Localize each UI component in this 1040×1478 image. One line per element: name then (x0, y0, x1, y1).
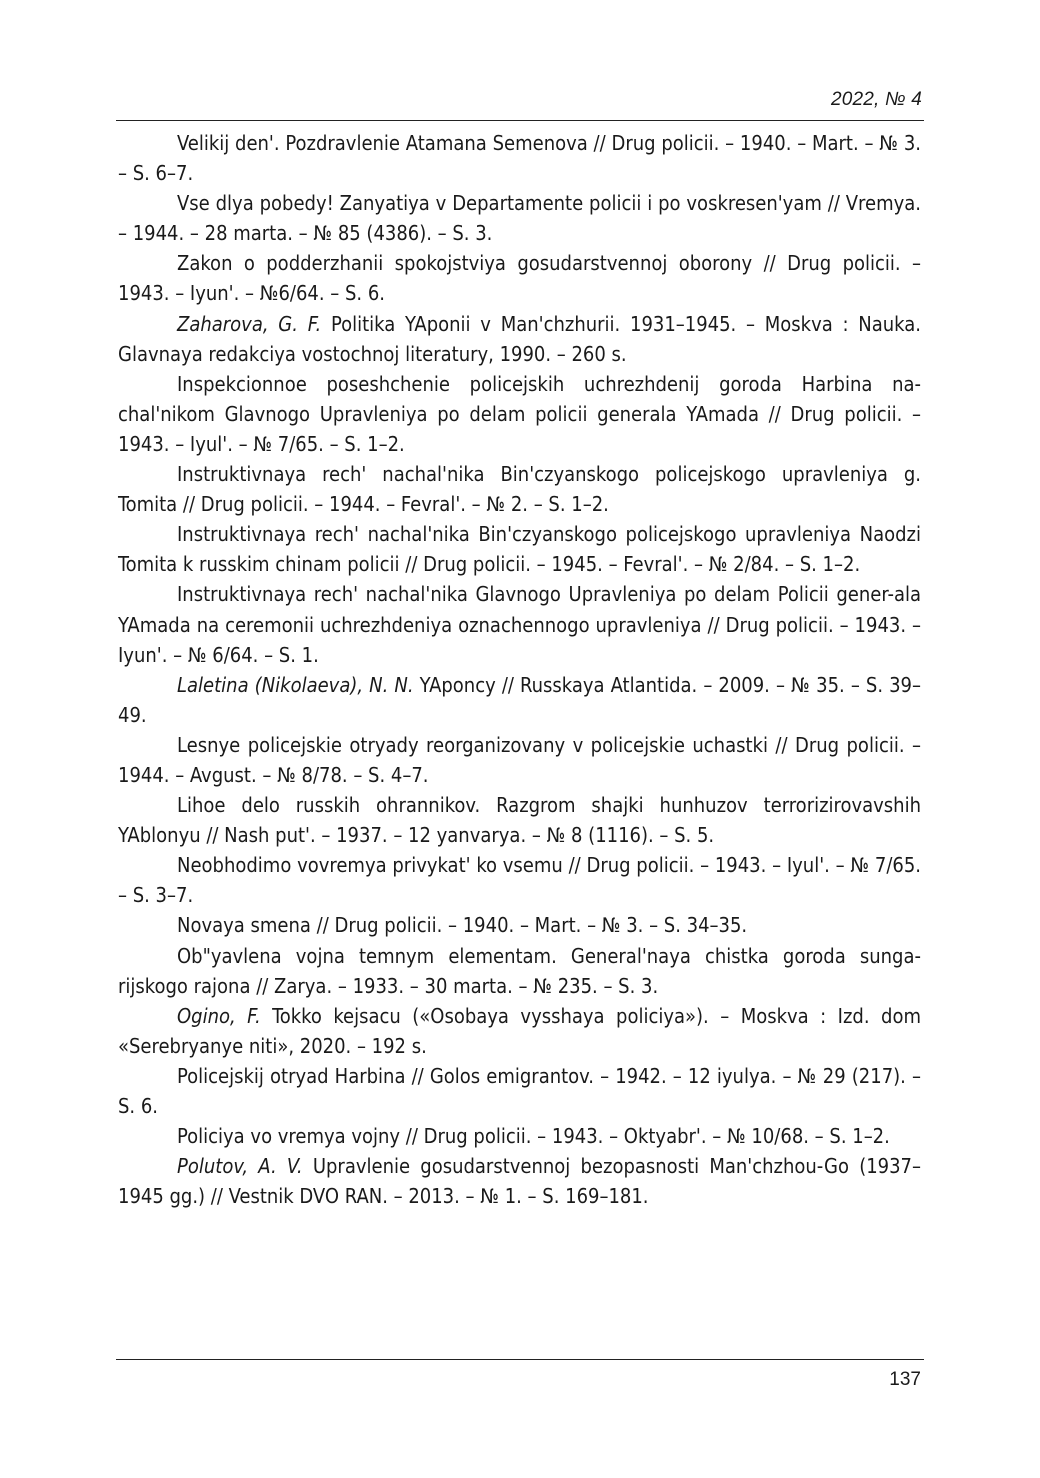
reference-list (118, 128, 921, 1211)
reference-text: Instruktivnaya rech' nachal'nika Glavnogo Upravleniya po delam Policii gener-ala YAmada na ceremonii uchrezhdeniya oznachennogo upravleniya // Drug policii. – 1943. – Iyun'. – № 6/64. – S. 1. (118, 582, 921, 667)
reference-entry (118, 1151, 921, 1211)
reference-entry (118, 1061, 921, 1121)
reference-text: YAponcy // Russkaya Atlantida. – 2009. – № 35. – S. 39–49. (118, 672, 921, 727)
reference-text: Policiya vo vremya vojny // Drug policii. – 1943. – Oktyabr'. – № 10/68. – S. 1–2. (177, 1124, 890, 1149)
reference-entry (118, 941, 921, 1001)
reference-text: Novaya smena // Drug policii. – 1940. – Mart. – № 3. – S. 34–35. (177, 913, 748, 938)
reference-text: Tokko kejsacu («Osobaya vysshaya policiya»). – Moskva : Izd. dom «Serebryanye niti», 2020. – 192 s. (118, 1003, 921, 1058)
reference-text: Zakon o podderzhanii spokojstviya gosudarstvennoj oborony // Drug policii. – 1943. – Iyun'. – №6/64. – S. 6. (118, 251, 921, 306)
reference-text: Policejskij otryad Harbina // Golos emigrantov. – 1942. – 12 iyulya. – № 29 (217). – S. 6. (118, 1063, 921, 1118)
reference-entry (118, 369, 921, 459)
reference-entry (118, 579, 921, 669)
reference-author: Zaharova, G. F. (177, 311, 322, 336)
reference-text: Vse dlya pobedy! Zanyatiya v Departamente policii i po voskresen'yam // Vremya. – 1944. – 28 marta. – № 85 (4386). – S. 3. (118, 191, 921, 246)
reference-entry (118, 1121, 921, 1151)
reference-entry (118, 128, 921, 188)
reference-entry (118, 670, 921, 730)
reference-entry (118, 309, 921, 369)
reference-entry (118, 459, 921, 519)
reference-text: Neobhodimo vovremya privykat' ko vsemu // Drug policii. – 1943. – Iyul'. – № 7/65. – S. 3–7. (118, 853, 921, 908)
reference-text: Instruktivnaya rech' nachal'nika Bin'czyanskogo policejskogo upravleniya Naodzi Tomita k russkim chinam policii // Drug policii. – 1945. – Fevral'. – № 2/84. – S. 1–2. (118, 522, 921, 577)
header-rule (116, 120, 924, 121)
page-number: 137 (889, 1369, 921, 1390)
reference-author: Laletina (Nikolaeva), N. N. (177, 672, 414, 697)
reference-entry (118, 850, 921, 910)
reference-author: Ogino, F. (177, 1003, 261, 1028)
reference-text: Instruktivnaya rech' nachal'nika Bin'czyanskogo policejskogo upravleniya g. Tomita // Drug policii. – 1944. – Fevral'. – № 2. – S. 1–2. (118, 462, 921, 517)
reference-entry (118, 519, 921, 579)
reference-text: Lesnye policejskie otryady reorganizovany v policejskie uchastki // Drug policii. – 1944. – Avgust. – № 8/78. – S. 4–7. (118, 732, 921, 787)
reference-entry (118, 790, 921, 850)
reference-text: Lihoe delo russkih ohrannikov. Razgrom shajki hunhuzov terrorizirovavshih YAblonyu // Nash put'. – 1937. – 12 yanvarya. – № 8 (1116). – S. 5. (118, 793, 921, 848)
reference-entry (118, 910, 921, 940)
reference-text: Velikij den'. Pozdravlenie Atamana Semenova // Drug policii. – 1940. – Mart. – № 3. – S. 6–7. (118, 131, 921, 186)
reference-text: Upravlenie gosudarstvennoj bezopasnosti Man'chzhou-Go (1937–1945 gg.) // Vestnik DVO RAN. – 2013. – № 1. – S. 169–181. (118, 1154, 921, 1209)
reference-text: Inspekcionnoe poseshchenie policejskih uchrezhdenij goroda Harbina na-chal'nikom Glavnogo Upravleniya po delam policii generala YAmada // Drug policii. – 1943. – Iyul'. – № 7/65. – S. 1–2. (118, 371, 921, 456)
reference-entry (118, 730, 921, 790)
reference-text: Ob"yavlena vojna temnym elementam. General'naya chistka goroda sunga-rijskogo rajona // Zarya. – 1933. – 30 marta. – № 235. – S. 3. (118, 943, 921, 998)
reference-text: Politika YAponii v Man'chzhurii. 1931–1945. – Moskva : Nauka. Glavnaya redakciya vostochnoj literatury, 1990. – 260 s. (118, 311, 921, 366)
running-head: 2022, № 4 (830, 89, 922, 110)
reference-entry (118, 1001, 921, 1061)
reference-author: Polutov, A. V. (177, 1154, 303, 1179)
footer-rule (116, 1359, 924, 1360)
reference-entry (118, 248, 921, 308)
reference-entry (118, 188, 921, 248)
